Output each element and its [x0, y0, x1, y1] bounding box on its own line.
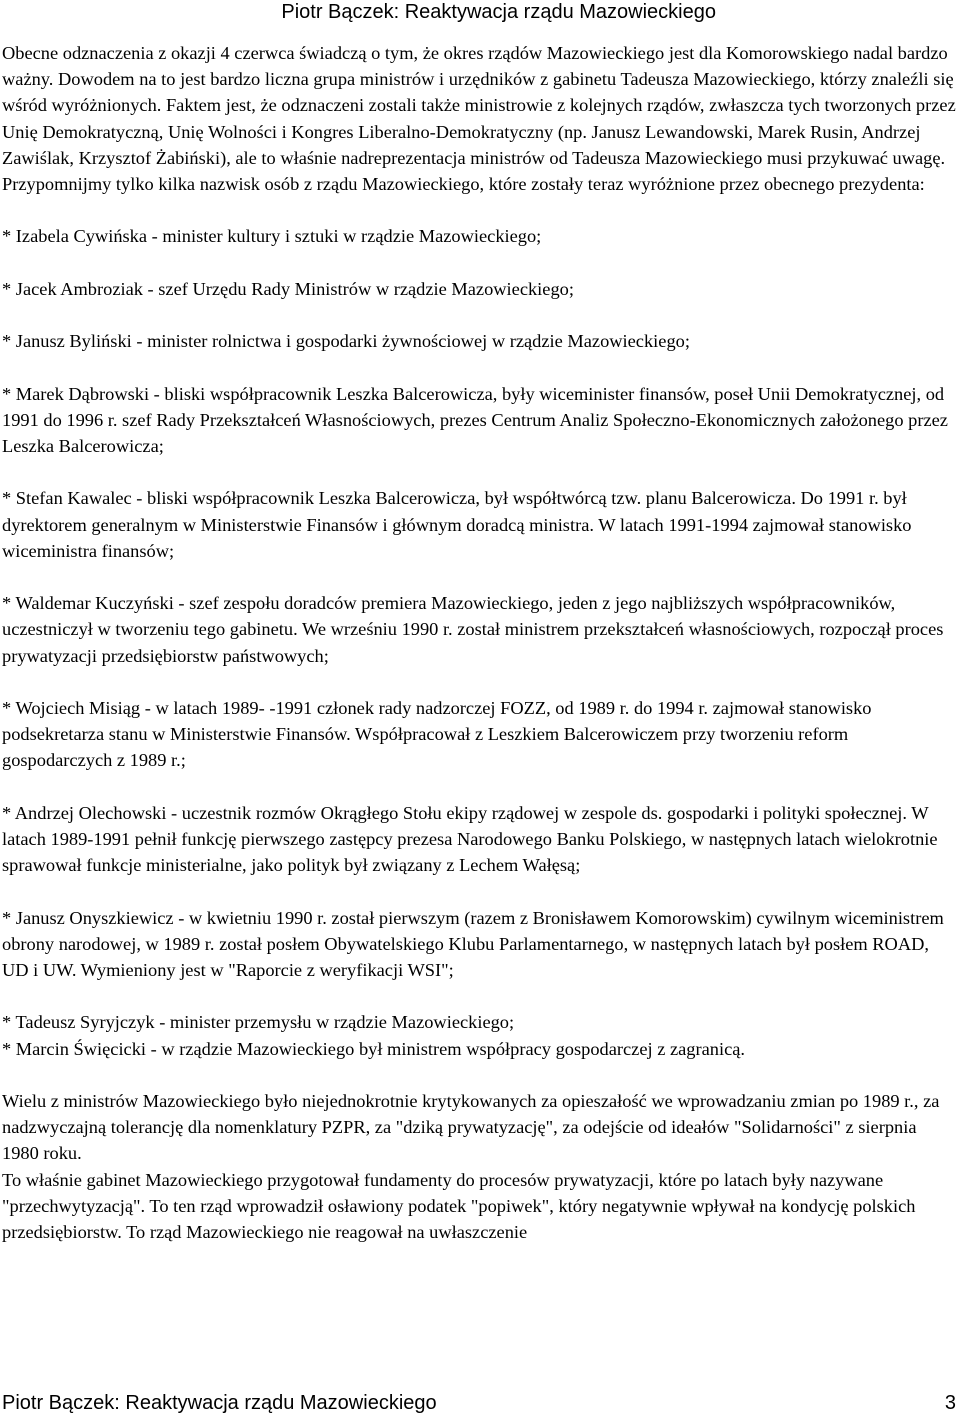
footer-running-title: Piotr Bączek: Reaktywacja rządu Mazowieckiego [2, 1392, 437, 1414]
recall-paragraph: Przypomnijmy tylko kilka nazwisk osób z rządu Mazowieckiego, które zostały teraz wyróżnione przez obecnego prezydenta: [2, 174, 925, 195]
page-number: 3 [944, 1392, 956, 1414]
list-item: * Janusz Byliński - minister rolnictwa i gospodarki żywnościowej w rządzie Mazowieckiego; [2, 331, 690, 352]
list-item: * Jacek Ambroziak - szef Urzędu Rady Ministrów w rządzie Mazowieckiego; [2, 278, 574, 299]
header-running-title: Piotr Bączek: Reaktywacja rządu Mazowieckiego [281, 1, 716, 23]
intro-paragraph: Obecne odznaczenia z okazji 4 czerwca świadczą o tym, że okres rządów Mazowieckiego jest dla Komorowskiego nadal bardzo ważny. Dowodem na to jest bardzo liczna grupa ministrów i urzędników z gabinetu Tadeusza Mazowieckiego, którzy znaleźli się wśród wyróżnionych. Faktem jest, że odznaczeni zostali także ministrowie z kolejnych rządów, zwłaszcza tych tworzonych przez Unię Demokratyczną, Unię Wolności i Kongres Liberalno-Demokratyczny (np. Janusz Lewandowski, Marek Rusin, Andrzej Zawiślak, Krzysztof Żabiński), ale to właśnie nadreprezentacja ministrów od Tadeusza Mazowieckiego musi przykuwać uwagę. [2, 43, 956, 168]
list-item: * Andrzej Olechowski - uczestnik rozmów Okrągłego Stołu ekipy rządowej w zespole ds. gospodarki i polityki społecznej. W latach 1989-1991 pełnił funkcję pierwszego zastępcy prezesa Narodowego Banku Polskiego, w następnych latach wielokrotnie sprawował funkcje ministerialne, jako polityk był związany z Lechem Wałęsą; [2, 802, 938, 876]
list-item: * Stefan Kawalec - bliski współpracownik Leszka Balcerowicza, był współtwórcą tzw. planu Balcerowicza. Do 1991 r. był dyrektorem generalnym w Ministerstwie Finansów i głównym doradcą ministra. W latach 1991-1994 zajmował stanowisko wiceministra finansów; [2, 488, 912, 561]
page-footer [2, 1390, 958, 1417]
list-item: * Marek Dąbrowski - bliski współpracownik Leszka Balcerowicza, były wiceminister finansów, poseł Unii Demokratycznej, od 1991 do 1996 r. szef Rady Przekształceń Własnościowych, prezes Centrum Analiz Społeczno-Ekonomicznych założonego przez Leszka Balcerowicza; [2, 383, 948, 456]
closing-paragraph: To właśnie gabinet Mazowieckiego przygotował fundamenty do procesów prywatyzacji, które po latach były nazywane "przechwytyzacją". To ten rząd wprowadził osławiony podatek "popiwek", który negatywnie wpływał na kondycję polskich przedsiębiorstw. To rząd Mazowieckiego nie reagował na uwłaszczenie [2, 1169, 916, 1242]
page-header [0, 0, 960, 26]
list-item: * Izabela Cywińska - minister kultury i sztuki w rządzie Mazowieckiego; [2, 226, 542, 247]
list-item: * Waldemar Kuczyński - szef zespołu doradców premiera Mazowieckiego, jeden z jego najbliższych współpracowników, uczestniczył w tworzeniu tego gabinetu. We wrześniu 1990 r. został ministrem przekształceń własnościowych, rozpoczął proces prywatyzacji przedsiębiorstw państwowych; [2, 593, 944, 666]
list-item: * Janusz Onyszkiewicz - w kwietniu 1990 r. został pierwszym (razem z Bronisławem Komorowskim) cywilnym wiceministrem obrony narodowej, w 1989 r. został posłem Obywatelskiego Klubu Parlamentarnego, w następnych latach był posłem ROAD, UD i UW. Wymieniony jest w "Raporcie z weryfikacji WSI"; [2, 907, 944, 980]
list-item: * Wojciech Misiąg - w latach 1989- -1991 członek rady nadzorczej FOZZ, od 1989 r. do 1994 r. zajmował stanowisko podsekretarza stanu w Ministerstwie Finansów. Współpracował z Leszkiem Balcerowiczem przy tworzeniu reform gospodarczych z 1989 r.; [2, 697, 872, 771]
list-item: * Tadeusz Syryjczyk - minister przemysłu w rządzie Mazowieckiego; [2, 1012, 515, 1033]
criticism-paragraph: Wielu z ministrów Mazowieckiego było niejednokrotnie krytykowanych za opieszałość we wprowadzaniu zmian po 1989 r., za nadzwyczajną tolerancję dla nomenklatury PZPR, za "dziką prywatyzację", za odejście od ideałów "Solidarności" z sierpnia 1980 roku. [2, 1090, 940, 1164]
list-item: * Marcin Święcicki - w rządzie Mazowieckiego był ministrem współpracy gospodarczej z zagranicą. [2, 1038, 745, 1059]
article-body [2, 40, 956, 1245]
